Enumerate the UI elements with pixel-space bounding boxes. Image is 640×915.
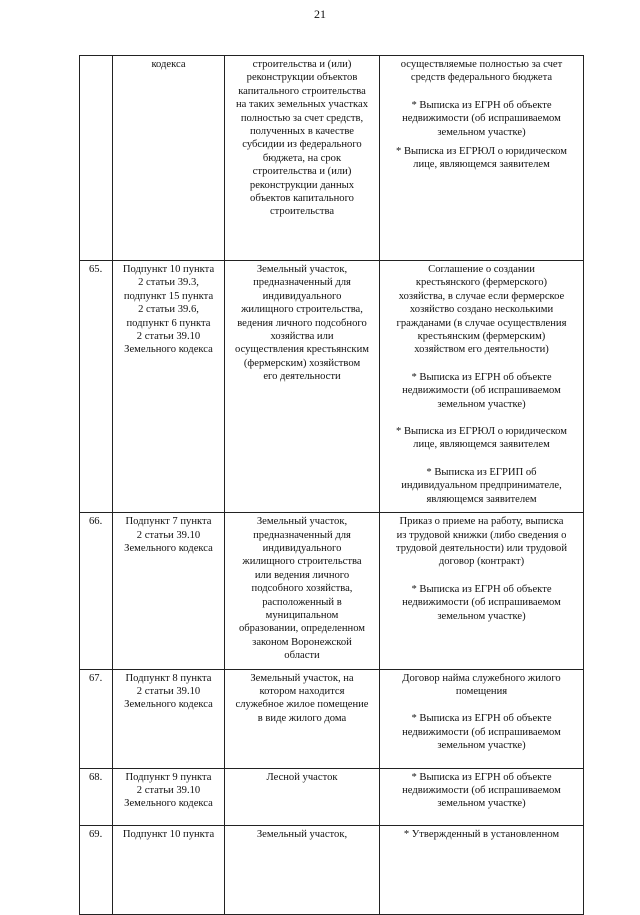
document-line: Договор найма служебного жилого	[402, 672, 561, 684]
land-object-line: служебное жилое помещение	[235, 699, 369, 711]
land-object-line: котором находится	[259, 685, 345, 697]
land-object-line: Земельный участок,	[256, 516, 348, 528]
legal-basis	[113, 825, 225, 914]
legal-basis-line: Подпункт 9 пункта	[125, 771, 212, 783]
document-line: Соглашение о создании	[428, 264, 535, 275]
page-number: 21	[314, 7, 326, 21]
document-line: хозяйства, в случае если фермерское	[398, 290, 565, 302]
document-line: * Выписка из ЕГРН об объекте	[411, 771, 552, 783]
land-object-line: в виде жилого дома	[257, 712, 347, 724]
row-number: 66.	[80, 513, 113, 669]
document-line: земельном участке)	[437, 798, 526, 810]
document-line: * Выписка из ЕГРН об объекте	[411, 371, 552, 383]
document-line: * Выписка из ЕГРН об объекте	[411, 583, 552, 595]
legal-basis-line: подпункт 15 пункта	[123, 290, 214, 302]
legal-basis-line: кодекса	[151, 59, 186, 70]
land-object-line: его деятельности	[263, 371, 341, 383]
land-object	[225, 825, 380, 914]
legal-basis-line: 2 статьи 39.6,	[138, 304, 199, 316]
legal-basis-line: 2 статьи 39.10	[136, 529, 201, 541]
land-object-line: Земельный участок,	[256, 828, 348, 840]
document-line: лице, являющемся заявителем	[413, 159, 550, 171]
document-line: * Выписка из ЕГРН об объекте	[411, 99, 552, 111]
land-object-line: ведения личного подсобного	[237, 317, 367, 329]
required-documents	[380, 261, 584, 513]
land-object-line: жилищного строительства	[242, 556, 362, 568]
document-line: крестьянским (фермерским)	[417, 331, 546, 343]
legal-basis	[113, 56, 225, 261]
legal-basis-line: 2 статьи 39.3,	[138, 277, 199, 289]
land-object-line: предназначенный для	[253, 277, 351, 289]
land-object-line: осуществления крестьянским	[235, 344, 369, 356]
land-object-line: предназначенный для	[253, 529, 351, 541]
land-object-line: строительства и (или)	[252, 59, 352, 70]
land-object	[225, 513, 380, 669]
required-documents	[380, 513, 584, 669]
document-line: недвижимости (об испрашиваемом	[402, 784, 561, 796]
document-line: из трудовой книжки (либо сведения о	[396, 529, 567, 541]
document-line: являющемся заявителем	[426, 493, 537, 505]
land-object-line: индивидуального	[262, 290, 342, 302]
required-documents	[380, 825, 584, 914]
table-row	[80, 768, 584, 825]
document-line: договор (контракт)	[438, 556, 525, 568]
document-item	[383, 58, 580, 85]
document-line: недвижимости (об испрашиваемом	[402, 597, 561, 609]
required-documents	[380, 56, 584, 261]
document-item	[383, 828, 580, 841]
document-line: Приказ о приеме на работу, выписка	[399, 516, 564, 528]
legal-basis-line: Подпункт 10 пункта	[122, 264, 215, 275]
land-object-line: подсобного хозяйства,	[251, 583, 353, 595]
land-object	[225, 56, 380, 261]
legal-basis-line: Подпункт 10 пункта	[122, 828, 215, 840]
land-object-line: капитального строительства	[238, 85, 366, 97]
document-item	[383, 371, 580, 411]
legal-basis-line: Подпункт 8 пункта	[125, 672, 212, 684]
document-line: земельном участке)	[437, 610, 526, 622]
legal-basis-line: Земельного кодекса	[124, 798, 213, 810]
table-row	[80, 513, 584, 669]
document-line: * Выписка из ЕГРИП об	[426, 466, 537, 478]
land-object	[225, 261, 380, 513]
land-object-line: субсидии из федерального	[242, 139, 362, 151]
land-object-line: строительства и (или)	[252, 166, 352, 178]
legal-basis-line: Земельного кодекса	[124, 699, 213, 711]
legal-basis	[113, 513, 225, 669]
land-object-line: образовании, определенном	[238, 623, 366, 635]
document-item	[383, 583, 580, 623]
document-item	[383, 99, 580, 139]
document-line: * Утвержденный в установленном	[403, 828, 560, 840]
legal-basis-line: 2 статьи 39.10	[136, 685, 201, 697]
document-item	[383, 672, 580, 699]
document-line: * Выписка из ЕГРЮЛ о юридическом	[396, 146, 567, 158]
document-line: хозяйство создано несколькими	[409, 304, 554, 316]
document-line: недвижимости (об испрашиваемом	[402, 385, 561, 397]
document-item	[383, 515, 580, 569]
document-line: земельном участке)	[437, 398, 526, 410]
document-line: помещения	[455, 685, 508, 697]
land-object-line: на таких земельных участках	[235, 99, 369, 111]
document-item	[383, 425, 580, 452]
legal-basis-line: 2 статьи 39.10	[136, 331, 201, 343]
document-line: земельном участке)	[437, 126, 526, 138]
land-object-line: муниципальном	[265, 609, 339, 621]
document-line: трудовой деятельности) или трудовой	[396, 542, 567, 554]
land-object	[225, 768, 380, 825]
land-object	[225, 669, 380, 768]
land-object-line: области	[284, 650, 320, 662]
document-item	[383, 466, 580, 506]
land-object-line: законом Воронежской	[252, 636, 352, 648]
land-object-line: расположенный в	[262, 596, 342, 608]
document-line: хозяйством его деятельности)	[414, 344, 549, 356]
document-line: осуществляемые полностью за счет	[400, 59, 563, 70]
document-line: средств федерального бюджета	[410, 72, 553, 84]
legal-basis-line: 2 статьи 39.10	[136, 784, 201, 796]
document-line: * Выписка из ЕГРЮЛ о юридическом	[396, 426, 567, 438]
required-documents	[380, 768, 584, 825]
land-object-line: бюджета, на срок	[262, 152, 342, 164]
table-row	[80, 669, 584, 768]
document-line: крестьянского (фермерского)	[415, 277, 548, 289]
document-item	[383, 771, 580, 811]
document-line: * Выписка из ЕГРН об объекте	[411, 713, 552, 725]
legal-basis-line: подпункт 6 пункта	[126, 317, 211, 329]
document-line: недвижимости (об испрашиваемом	[402, 726, 561, 738]
legal-basis-line: Подпункт 7 пункта	[125, 516, 212, 528]
row-number: 69.	[80, 825, 113, 914]
required-documents	[380, 669, 584, 768]
document-line: индивидуальном предпринимателе,	[401, 480, 562, 492]
row-number: 67.	[80, 669, 113, 768]
table-row	[80, 825, 584, 914]
legal-basis-line: Земельного кодекса	[124, 344, 213, 356]
row-number: 68.	[80, 768, 113, 825]
document-line: гражданами (в случае осуществления	[396, 317, 567, 329]
land-object-line: Лесной участок	[266, 771, 338, 783]
land-object-line: полностью за счет средств,	[240, 112, 364, 124]
land-object-line: объектов капитального	[250, 193, 354, 205]
table-row	[80, 56, 584, 261]
land-object-line: индивидуального	[262, 542, 342, 554]
document-item	[383, 263, 580, 357]
document-line: недвижимости (об испрашиваемом	[402, 113, 561, 125]
land-object-line: полученных в качестве	[249, 126, 355, 138]
legal-basis	[113, 261, 225, 513]
land-object-line: реконструкции объектов	[246, 72, 358, 84]
document-line: земельном участке)	[437, 740, 526, 752]
land-object-line: Земельный участок, на	[250, 672, 354, 684]
row-number	[80, 56, 113, 261]
land-object-line: Земельный участок,	[256, 264, 348, 275]
land-object-line: (фермерским) хозяйством	[243, 357, 361, 369]
document-item	[383, 712, 580, 752]
legal-basis	[113, 768, 225, 825]
legal-basis-line: Земельного кодекса	[124, 542, 213, 554]
land-object-line: хозяйства или	[270, 331, 334, 343]
land-object-line: строительства	[269, 206, 335, 218]
documents-table	[79, 55, 584, 915]
row-number: 65.	[80, 261, 113, 513]
legal-basis	[113, 669, 225, 768]
table-row	[80, 261, 584, 513]
land-object-line: или ведения личного	[254, 569, 350, 581]
land-object-line: реконструкции данных	[249, 179, 355, 191]
land-object-line: жилищного строительства,	[241, 304, 363, 316]
document-line: лице, являющемся заявителем	[413, 439, 550, 451]
document-item	[383, 145, 580, 172]
